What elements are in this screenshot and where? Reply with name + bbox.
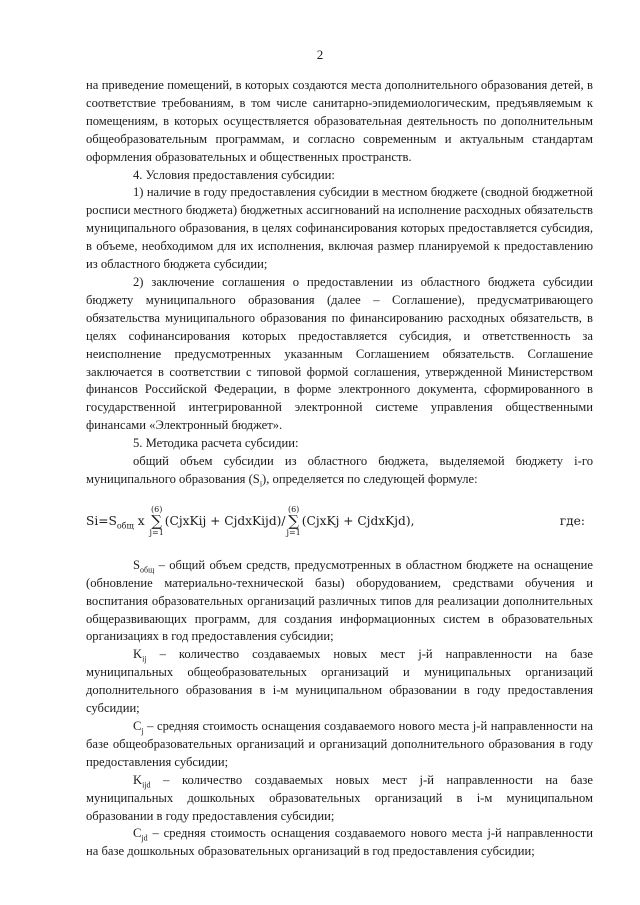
definition-item: $C_j$ – средняя стоимость оснащения создаваемого нового места j-й направленности на базе общеобразовательных организаций и организаций дополнительного образования в году предоставления субсидии; <box>86 719 593 769</box>
definitions-list <box>86 557 593 861</box>
subsidy-formula <box>86 506 593 537</box>
paragraph-continuation: на приведение помещений, в которых создаются места дополнительного образования детей, в соответствие требованиям, в том числе санитарно-эпидемиологическим, предъявляемым к помещениям, в которых осуществляется образовательная деятельность по дополнительным общеобразовательным программам, и согласно современным и актуальным стандартам оформления образовательных и общественных пространств. <box>86 78 593 164</box>
definition-item: $K_{ij}$ – количество создаваемых новых мест j-й направленности на базе муниципальных общеобразовательных организаций и муниципальных организаций дополнительного образования в i-м муниципальном образовании в году предоставления субсидии; <box>86 647 593 716</box>
section-heading-method: 5. Методика расчета субсидии: <box>133 436 299 451</box>
document-body <box>86 77 593 861</box>
definition-item: $C_{jd}$ – средняя стоимость оснащения создаваемого нового места j-й направленности на базе дошкольных образовательных организаций в год предоставления субсидии; <box>86 826 593 859</box>
section-heading-conditions: 4. Условия предоставления субсидии: <box>133 167 335 182</box>
definition-item: $K_{ijd}$ – количество создаваемых новых мест j-й направленности на базе муниципальных дошкольных образовательных организаций в i-м муниципальном образовании в году предоставления субсидии; <box>86 772 593 823</box>
sum-symbol: (6) ∑ j=1 <box>149 504 164 537</box>
definition-item: $S_{общ}$ – общий объем средств, предусмотренных в областном бюджете на оснащение (обновление материально-технической базы) оборудованием, средствами обучения и воспитания образовательных организаций различных типов для реализации дополнительных общеразвивающих программ, для создания информационных систем в образовательных организациях в год предоставления субсидии; <box>86 557 593 644</box>
condition-2: 2) заключение соглашения о предоставлении из областного бюджета субсидии бюджету муниципального образования (далее – Соглашение), предусматривающего обязательства муниципального образования по финансированию расходных обязательств, в целях софинансирования которых предоставляется субсидия, и ответственность за неисполнение предусмотренных указанным Соглашением обязательств. Соглашение заключается в соответствии с типовой формой соглашения, утвержденной Министерством финансов Российской Федерации, в форме электронного документа, сформированного в государственной интегрированной электронной системе управления общественными финансами «Электронный бюджет». <box>86 274 593 433</box>
condition-1: 1) наличие в году предоставления субсидии в местном бюджете (сводной бюджетной росписи местного бюджета) бюджетных ассигнований на исполнение расходных обязательств муниципального образования, в целях софинансирования которых предоставляется субсидия, в объеме, необходимом для их исполнения, включая размер планируемой к предоставлению из областного бюджета субсидии; <box>86 185 593 272</box>
sum-symbol: (6) ∑ j=1 <box>286 504 301 537</box>
page-number: 2 <box>316 47 324 62</box>
formula-expression: $Si=S_{общ}$ x (6) ∑ j=1 (CjxKij + CjdxKijd)/ (6) ∑ j=1 (CjxKj + CjdxKjd), <box>86 504 415 537</box>
method-intro: общий объем субсидии из областного бюджета, выделяемой бюджету i-го муниципального образования $(S_i)$, определяется по следующей формуле: <box>86 454 593 489</box>
formula-where: где: <box>559 514 585 529</box>
